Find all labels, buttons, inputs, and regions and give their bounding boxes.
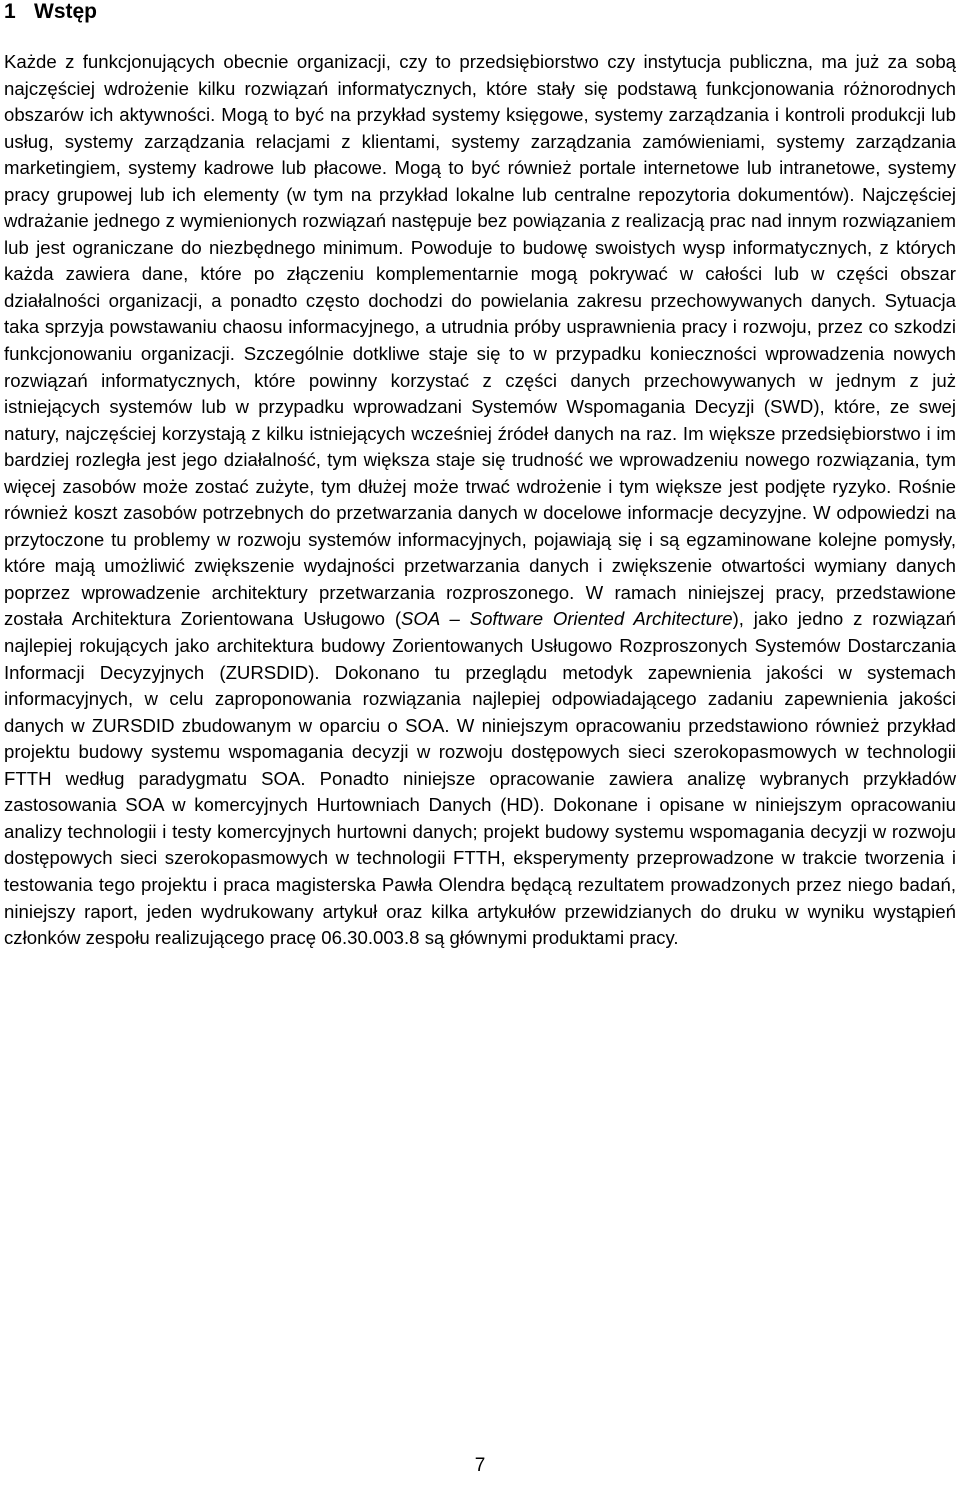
body-paragraph (4, 49, 956, 952)
section-number: 1 (4, 0, 16, 23)
section-title: Wstęp (34, 0, 97, 23)
paragraph-text-part-1: Każde z funkcjonujących obecnie organizacji, czy to przedsiębiorstwo czy instytucja publiczna, ma już za sobą najczęściej wdrożenie kilku rozwiązań informatycznych, które stały się podstawą funkcjonowania różnorodnych obszarów ich aktywności. Mogą to być na przykład systemy księgowe, systemy zarządzania i kontroli produkcji lub usług, systemy zarządzania relacjami z klientami, systemy zarządzania zamówieniami, systemy zarządzania marketingiem, systemy kadrowe lub płacowe. Mogą to być również portale internetowe lub intranetowe, systemy pracy grupowej lub ich elementy (w tym na przykład lokalne lub centralne repozytoria dokumentów). Najczęściej wdrażanie jednego z wymienionych rozwiązań następuje bez powiązania z realizacją prac nad innym rozwiązaniem lub jest ograniczane do niezbędnego minimum. Powoduje to budowę swoistych wysp informatycznych, z których każda zawiera dane, które po złączeniu komplementarnie mogą pokrywać w całości lub w części obszar działalności organizacji, a ponadto często dochodzi do powielania zakresu przechowywanych danych. Sytuacja taka sprzyja powstawaniu chaosu informacyjnego, a utrudnia próby usprawnienia pracy i rozwoju, przez co szkodzi funkcjonowaniu organizacji. Szczególnie dotkliwe staje się to w przypadku konieczności wprowadzenia nowych rozwiązań informatycznych, które powinny korzystać z części danych przechowywanych w jednym z już istniejących systemów lub w przypadku wprowadzani Systemów Wspomagania Decyzji (SWD), które, ze swej natury, najczęściej korzystają z kilku istniejących wcześniej źródeł danych na raz. Im większe przedsiębiorstwo i im bardziej rozległa jest jego działalność, tym większa staje się trudność we wprowadzeniu nowego rozwiązania, tym więcej zasobów może zostać zużyte, tym dłużej może trwać wdrożenie i tym większe jest podjęte ryzyko. Rośnie również koszt zasobów potrzebnych do przetwarzania danych w docelowe informacje decyzyjne. W odpowiedzi na przytoczone tu problemy w rozwoju systemów informacyjnych, pojawiają się i są egzaminowane kolejne pomysły, które mają umożliwić zwiększenie wydajności przetwarzania danych i zwiększenie otwartości wymiany danych poprzez wprowadzenie architektury przetwarzania rozproszonego. W ramach niniejszej pracy, przedstawione została Architektura Zorientowana Usługowo ( (4, 51, 956, 630)
page-number: 7 (474, 1455, 486, 1476)
section-heading (4, 0, 97, 26)
soa-term: SOA – Software Oriented Architecture (401, 608, 733, 630)
paragraph-text-part-2: ), jako jedno z rozwiązań najlepiej rokujących jako architektura budowy Zorientowanych Usługowo Rozproszonych Systemów Dostarczania Informacji Decyzyjnych (ZURSDID). Dokonano tu przeglądu metodyk zapewnienia jakości w systemach informacyjnych, w celu zaproponowania rozwiązania najlepiej odpowiadającego zadaniu zapewnienia jakości danych w ZURSDID zbudowanym w oparciu o SOA. W niniejszym opracowaniu przedstawiono również przykład projektu budowy systemu wspomagania decyzji w rozwoju dostępowych sieci szerokopasmowych w technologii FTTH według paradygmatu SOA. Ponadto niniejsze opracowanie zawiera analizę wybranych przykładów zastosowania SOA w komercyjnych Hurtowniach Danych (HD). Dokonane i opisane w niniejszym opracowaniu analizy technologii i testy komercyjnych hurtowni danych; projekt budowy systemu wspomagania decyzji w rozwoju dostępowych sieci szerokopasmowych w technologii FTTH, eksperymenty przeprowadzone w trakcie tworzenia i testowania tego projektu i praca magisterska Pawła Olendra będącą rezultatem prowadzonych przez niego badań, niniejszy raport, jeden wydrukowany artykuł oraz kilka artykułów przewidzianych do druku w wyniku wystąpień członków zespołu realizującego pracę 06.30.003.8 są głównymi produktami pracy. (4, 608, 956, 949)
